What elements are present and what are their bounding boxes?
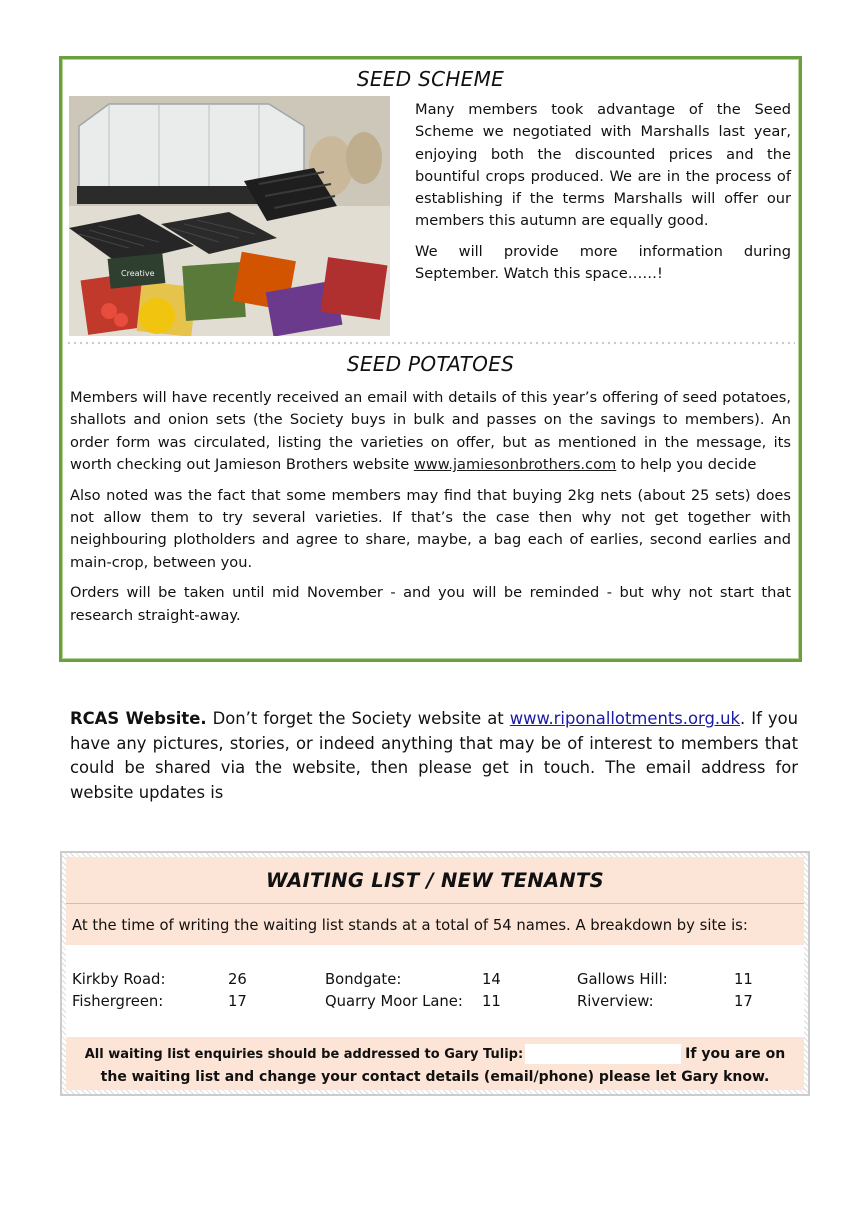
footer-line-2: the waiting list and change your contact details (email/phone) please let Gary know.: [100, 1069, 770, 1085]
site-breakdown: [66, 945, 804, 1037]
paragraph-text: . If you have any pictures, stories, or indeed anything that may be of interest to members that could be shared via the website, then please get in touch. The email address for website updates is: [70, 709, 798, 802]
seed-section-box: [59, 56, 802, 662]
section-divider: [66, 340, 795, 346]
packet-label: Creative: [121, 269, 155, 278]
seed-potatoes-paragraph-2: Also noted was the fact that some members may find that buying 2kg nets (about 25 sets) does not allow them to try several varieties. If that’s the case then why not get together with neighbouring plotholders and agree to share, maybe, a bag each of earlies, second earlies and main-crop, between you.: [70, 486, 791, 571]
seed-potatoes-text: [70, 387, 791, 635]
site-count: 26: [228, 971, 247, 988]
seed-trays-photo: [69, 96, 390, 336]
seed-scheme-paragraph-1: Many members took advantage of the Seed Scheme we negotiated with Marshalls last year, enjoying both the discounted prices and the bountiful crops produced. We are in the process of establishing if the terms Marshalls will offer our members this autumn are equally good.: [415, 101, 791, 230]
seed-potatoes-title: SEED POTATOES: [346, 352, 515, 376]
ripon-allotments-link[interactable]: www.riponallotments.org.uk: [509, 709, 740, 728]
waiting-list-title: WAITING LIST / NEW TENANTS: [266, 869, 604, 892]
footer-line-1: [66, 1043, 804, 1066]
paragraph-text: Members will have recently received an email with details of this year’s offering of seed potatoes, shallots and onion sets (the Society buys in bulk and passes on the savings to members). An order form was circulated, listing the varieties on offer, but as mentioned in the message, its worth checking out Jamieson Brothers website: [70, 389, 791, 474]
site-name: Fishergreen:: [72, 993, 164, 1010]
site-count: 11: [482, 993, 501, 1010]
waiting-list-intro: At the time of writing the waiting list stands at a total of 54 names. A breakdown by site is:: [72, 917, 748, 934]
seed-scheme-paragraph-2: We will provide more information during September. Watch this space……!: [415, 242, 791, 283]
seed-scheme-title: SEED SCHEME: [356, 67, 505, 91]
waiting-list-box: [60, 851, 810, 1096]
site-count: 14: [482, 971, 501, 988]
site-count: 17: [228, 993, 247, 1010]
rcas-website-paragraph: [70, 707, 798, 805]
title-divider: [66, 903, 804, 904]
redacted-email-field: [525, 1044, 681, 1064]
site-count: 11: [734, 971, 753, 988]
jamieson-brothers-link[interactable]: www.jamiesonbrothers.com: [413, 456, 617, 474]
rcas-website-label: RCAS Website.: [70, 709, 207, 728]
footer-text: If you are on: [685, 1046, 786, 1062]
footer-text: All waiting list enquiries should be addressed to Gary Tulip:: [84, 1047, 524, 1062]
waiting-list-footer: [66, 1037, 804, 1088]
waiting-list-panel: [66, 857, 804, 1090]
paragraph-text: to help you decide: [616, 456, 757, 474]
seed-potatoes-paragraph-1: [70, 387, 791, 477]
seed-potatoes-paragraph-3: Orders will be taken until mid November - and you will be reminded - but why not start that research straight-away.: [70, 584, 791, 624]
seed-scheme-text: [415, 99, 791, 293]
site-name: Kirkby Road:: [72, 971, 166, 988]
site-name: Bondgate:: [325, 971, 402, 988]
site-count: 17: [734, 993, 753, 1010]
site-name: Quarry Moor Lane:: [325, 993, 463, 1010]
site-name: Gallows Hill:: [577, 971, 668, 988]
site-name: Riverview:: [577, 993, 654, 1010]
paragraph-text: Don’t forget the Society website at: [206, 709, 510, 728]
